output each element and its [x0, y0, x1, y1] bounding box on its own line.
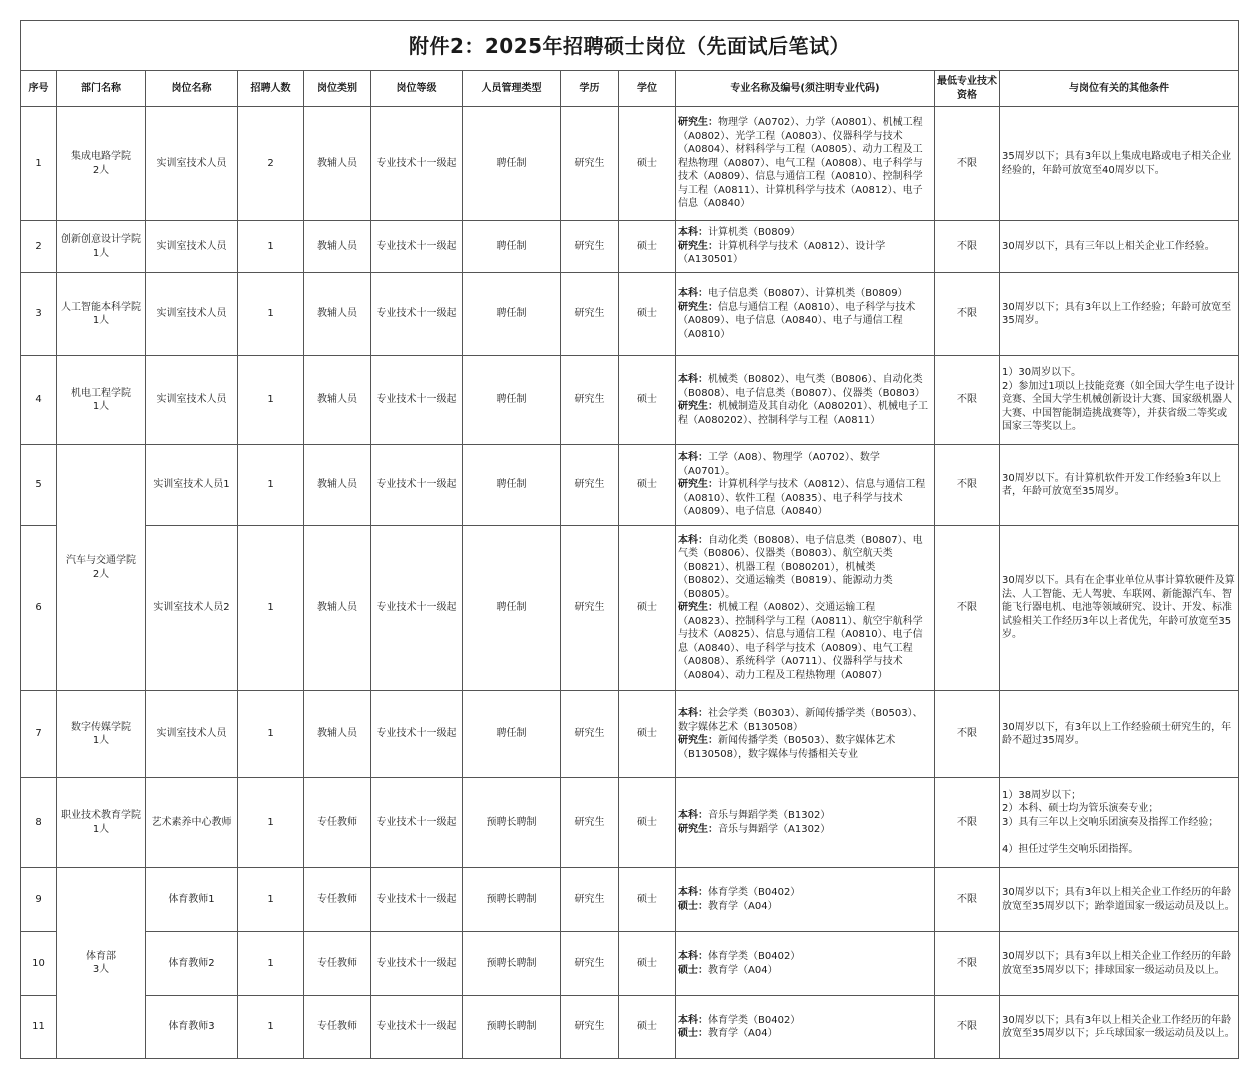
major-label: 硕士： [678, 964, 708, 976]
cell-edu: 研究生 [561, 273, 619, 356]
major-content: 新闻传播学类（B0503）、数字媒体艺术（B130508），数字媒体与传播相关专业 [678, 735, 896, 760]
major-label: 本科： [678, 288, 708, 299]
other-text: 35周岁以下；具有3年以上集成电路或电子相关企业经验的，年龄可放宽至40周岁以下。 [1002, 151, 1232, 176]
major-line [678, 809, 932, 823]
major-content: 音乐与舞蹈学（A1302） [718, 823, 831, 835]
cell-major [676, 778, 935, 868]
cell-post: 实训室技术人员 [146, 273, 238, 356]
cell-dept: 数字传媒学院 1人 [57, 691, 146, 778]
major-line [678, 373, 932, 400]
table-row [21, 356, 1239, 445]
cell-qual: 不限 [935, 932, 1000, 996]
cell-category: 专任教师 [304, 778, 371, 868]
major-label: 研究生： [678, 602, 718, 614]
cell-mgmt: 聘任制 [463, 107, 561, 221]
cell-mgmt: 聘任制 [463, 691, 561, 778]
recruitment-table [20, 20, 1239, 1059]
major-content: 物理学（A0702）、力学（A0801）、机械工程（A0802）、光学工程（A0803）、仪器科学与技术（A0804）、材料科学与工程（A0805）、动力工程及工程热物理（A0807）、电气工程（A0808）、电子科学与技术（A0809）、信息与通信工程（A0810）、控制科学与工程（A0811）、计算机科学与技术（A0812）、电子信息（A0840） [678, 117, 923, 210]
cell-edu: 研究生 [561, 445, 619, 526]
cell-degree: 硕士 [619, 356, 676, 445]
major-text [678, 886, 932, 913]
major-label: 硕士： [678, 900, 708, 912]
cell-dept: 创新创意设计学院 1人 [57, 221, 146, 273]
cell-no: 4 [21, 356, 57, 445]
cell-level: 专业技术十一级起 [371, 273, 463, 356]
major-line [678, 601, 932, 682]
cell-degree: 硕士 [619, 778, 676, 868]
cell-other [1000, 868, 1239, 932]
other-text: 30周岁以下。有计算机软件开发工作经验3年以上者，年龄可放宽至35周岁。 [1002, 472, 1222, 497]
cell-dept: 职业技术教育学院 1人 [57, 778, 146, 868]
major-label: 本科： [678, 810, 708, 821]
other-text: 30周岁以下；具有3年以上相关企业工作经历的年龄放宽至35周岁以下；乒乓球国家一级运动员及以上。 [1002, 1014, 1235, 1039]
major-label: 硕士： [678, 1028, 708, 1039]
cell-post: 实训室技术人员2 [146, 526, 238, 691]
major-text [678, 534, 932, 683]
cell-other [1000, 445, 1239, 526]
cell-dept: 机电工程学院 1人 [57, 356, 146, 445]
major-line [678, 886, 932, 900]
major-label: 研究生： [678, 823, 718, 835]
cell-count: 1 [238, 691, 304, 778]
table-row [21, 221, 1239, 273]
table-row [21, 107, 1239, 221]
major-label: 研究生： [678, 117, 718, 129]
major-line [678, 950, 932, 964]
header-mgmt: 人员管理类型 [463, 71, 561, 107]
major-label: 本科： [678, 887, 708, 898]
cell-no: 2 [21, 221, 57, 273]
header-degree: 学位 [619, 71, 676, 107]
cell-qual: 不限 [935, 691, 1000, 778]
cell-level: 专业技术十一级起 [371, 356, 463, 445]
cell-no: 9 [21, 868, 57, 932]
cell-no: 6 [21, 526, 57, 691]
cell-count: 1 [238, 868, 304, 932]
major-content: 工学（A08）、物理学（A0702）、数学（A0701）。 [678, 452, 880, 477]
other-text: 30周岁以下，具有三年以上相关企业工作经验。 [1002, 240, 1215, 252]
cell-count: 1 [238, 526, 304, 691]
cell-degree: 硕士 [619, 221, 676, 273]
header-row [21, 71, 1239, 107]
cell-post: 体育教师3 [146, 996, 238, 1059]
major-line [678, 823, 932, 837]
cell-major [676, 273, 935, 356]
header-category: 岗位类别 [304, 71, 371, 107]
major-label: 本科： [678, 534, 708, 546]
cell-level: 专业技术十一级起 [371, 107, 463, 221]
major-label: 本科： [678, 374, 708, 385]
cell-level: 专业技术十一级起 [371, 691, 463, 778]
major-text [678, 451, 932, 519]
cell-mgmt: 聘任制 [463, 221, 561, 273]
cell-no: 11 [21, 996, 57, 1059]
cell-major [676, 932, 935, 996]
table-row [21, 445, 1239, 526]
major-label: 本科： [678, 951, 708, 962]
cell-degree: 硕士 [619, 107, 676, 221]
cell-post: 实训室技术人员 [146, 221, 238, 273]
major-label: 研究生： [678, 240, 718, 252]
cell-category: 专任教师 [304, 868, 371, 932]
cell-mgmt: 聘任制 [463, 356, 561, 445]
cell-post: 实训室技术人员 [146, 107, 238, 221]
cell-other [1000, 526, 1239, 691]
major-content: 电子信息类（B0807）、计算机类（B0809） [708, 288, 908, 299]
cell-other [1000, 778, 1239, 868]
cell-level: 专业技术十一级起 [371, 868, 463, 932]
major-content: 计算机科学与技术（A0812）、设计学（A130501） [678, 240, 886, 266]
major-label: 本科： [678, 227, 708, 239]
cell-level: 专业技术十一级起 [371, 221, 463, 273]
cell-degree: 硕士 [619, 526, 676, 691]
cell-other [1000, 273, 1239, 356]
cell-mgmt: 聘任制 [463, 273, 561, 356]
major-line [678, 226, 932, 240]
cell-post: 实训室技术人员1 [146, 445, 238, 526]
table-row [21, 691, 1239, 778]
cell-degree: 硕士 [619, 445, 676, 526]
major-content: 信息与通信工程（A0810）、电子科学与技术（A0809）、电子信息（A0840）、电子与通信工程（A0810） [678, 301, 916, 340]
major-content: 自动化类（B0808）、电子信息类（B0807）、电气类（B0806）、仪器类（B0803）、航空航天类（B0821）、机器工程（B080201），机械类（B0802）、交通运输类（B0819）、能源动力类（B0805）。 [678, 534, 923, 600]
major-line [678, 400, 932, 427]
cell-dept: 汽车与交通学院 2人 [57, 445, 146, 691]
cell-level: 专业技术十一级起 [371, 526, 463, 691]
major-line [678, 116, 932, 211]
header-post: 岗位名称 [146, 71, 238, 107]
cell-category: 教辅人员 [304, 356, 371, 445]
major-content: 计算机科学与技术（A0812）、信息与通信工程（A0810）、软件工程（A0835）、电子科学与技术（A0809）、电子信息（A0840） [678, 479, 926, 518]
cell-post: 体育教师1 [146, 868, 238, 932]
cell-mgmt: 预聘长聘制 [463, 932, 561, 996]
cell-edu: 研究生 [561, 778, 619, 868]
major-line [678, 534, 932, 602]
major-line [678, 1014, 932, 1028]
major-label: 研究生： [678, 735, 718, 746]
cell-other [1000, 932, 1239, 996]
cell-qual: 不限 [935, 107, 1000, 221]
major-line [678, 301, 932, 342]
cell-qual: 不限 [935, 273, 1000, 356]
cell-no: 7 [21, 691, 57, 778]
major-text [678, 116, 932, 211]
header-edu: 学历 [561, 71, 619, 107]
header-no: 序号 [21, 71, 57, 107]
header-major: 专业名称及编号(须注明专业代码) [676, 71, 935, 107]
other-text: 1）38周岁以下； 2）本科、硕士均为管乐演奏专业； 3）具有三年以上交响乐团演奏及指挥工作经验； 4）担任过学生交响乐团指挥。 [1002, 789, 1219, 855]
header-dept: 部门名称 [57, 71, 146, 107]
cell-mgmt: 预聘长聘制 [463, 778, 561, 868]
cell-qual: 不限 [935, 868, 1000, 932]
header-level: 岗位等级 [371, 71, 463, 107]
cell-no: 5 [21, 445, 57, 526]
table-row [21, 526, 1239, 691]
table-row [21, 996, 1239, 1059]
cell-qual: 不限 [935, 778, 1000, 868]
major-text [678, 707, 932, 761]
other-text: 30周岁以下；具有3年以上相关企业工作经历的年龄放宽至35周岁以下；跆拳道国家一级运动员及以上。 [1002, 887, 1235, 912]
cell-edu: 研究生 [561, 107, 619, 221]
cell-level: 专业技术十一级起 [371, 445, 463, 526]
cell-edu: 研究生 [561, 932, 619, 996]
major-line [678, 900, 932, 914]
cell-other [1000, 107, 1239, 221]
cell-degree: 硕士 [619, 932, 676, 996]
cell-degree: 硕士 [619, 868, 676, 932]
major-text [678, 1014, 932, 1041]
cell-no: 10 [21, 932, 57, 996]
cell-category: 教辅人员 [304, 526, 371, 691]
major-line [678, 287, 932, 301]
cell-dept: 人工智能本科学院 1人 [57, 273, 146, 356]
major-content: 体育学类（B0402） [708, 951, 801, 962]
major-content: 社会学类（B0303）、新闻传播学类（B0503）、数字媒体艺术（B130508） [678, 708, 923, 733]
cell-other [1000, 691, 1239, 778]
other-text: 30周岁以下。具有在企事业单位从事计算软硬件及算法、人工智能、无人驾驶、车联网、新能源汽车、智能飞行器电机、电池等领域研究、设计、开发、标准试验相关工作经历3年以上者优先，年龄可放宽至35岁。 [1002, 575, 1235, 641]
cell-dept: 集成电路学院 2人 [57, 107, 146, 221]
major-content: 体育学类（B0402） [708, 1014, 801, 1026]
other-text: 30周岁以下；具有3年以上相关企业工作经历的年龄放宽至35周岁以下；排球国家一级运动员及以上。 [1002, 951, 1232, 976]
major-line [678, 964, 932, 978]
major-text [678, 226, 932, 267]
header-other: 与岗位有关的其他条件 [1000, 71, 1239, 107]
major-text [678, 809, 932, 836]
cell-count: 1 [238, 996, 304, 1059]
major-label: 本科： [678, 1014, 708, 1026]
major-line [678, 240, 932, 267]
cell-mgmt: 预聘长聘制 [463, 996, 561, 1059]
cell-major [676, 691, 935, 778]
cell-qual: 不限 [935, 445, 1000, 526]
page-title: 附件2：2025年招聘硕士岗位（先面试后笔试） [21, 21, 1239, 71]
cell-mgmt: 聘任制 [463, 445, 561, 526]
cell-count: 1 [238, 356, 304, 445]
major-label: 本科： [678, 708, 708, 719]
major-content: 机械工程（A0802）、交通运输工程（A0823）、控制科学与工程（A0811）、航空宇航科学与技术（A0825）、信息与通信工程（A0810）、电子信息（A0840）、电子科学与技术（A0809）、电气工程（A0808）、系统科学（A0711）、仪器科学与技术（A0804）、动力工程及工程热物理（A0807） [678, 602, 923, 681]
table-row [21, 778, 1239, 868]
major-text [678, 287, 932, 341]
cell-qual: 不限 [935, 356, 1000, 445]
cell-category: 教辅人员 [304, 273, 371, 356]
cell-major [676, 996, 935, 1059]
cell-edu: 研究生 [561, 221, 619, 273]
major-content: 体育学类（B0402） [708, 887, 801, 898]
cell-level: 专业技术十一级起 [371, 778, 463, 868]
cell-post: 体育教师2 [146, 932, 238, 996]
cell-edu: 研究生 [561, 356, 619, 445]
cell-post: 实训室技术人员 [146, 691, 238, 778]
other-text: 1）30周岁以下。 2）参加过1项以上技能竞赛（如全国大学生电子设计竞赛、全国大学生机械创新设计大赛、国家级机器人大赛、中国智能制造挑战赛等），并获省级二等奖或国家三等奖以上。 [1002, 367, 1235, 433]
major-line [678, 1027, 932, 1041]
cell-mgmt: 预聘长聘制 [463, 868, 561, 932]
cell-major [676, 526, 935, 691]
cell-no: 1 [21, 107, 57, 221]
cell-no: 8 [21, 778, 57, 868]
cell-qual: 不限 [935, 996, 1000, 1059]
other-text: 30周岁以下；具有3年以上工作经验；年龄可放宽至35周岁。 [1002, 301, 1232, 326]
cell-category: 专任教师 [304, 932, 371, 996]
header-qual: 最低专业技术资格 [935, 71, 1000, 107]
cell-count: 2 [238, 107, 304, 221]
cell-qual: 不限 [935, 526, 1000, 691]
cell-category: 教辅人员 [304, 107, 371, 221]
major-line [678, 734, 932, 761]
major-label: 研究生： [678, 479, 718, 491]
major-content: 机械类（B0802）、电气类（B0806）、自动化类（B0808）、电子信息类（B0807）、仪器类（B0803） [678, 374, 925, 399]
cell-count: 1 [238, 778, 304, 868]
cell-degree: 硕士 [619, 273, 676, 356]
cell-post: 艺术素养中心教师 [146, 778, 238, 868]
cell-category: 专任教师 [304, 996, 371, 1059]
major-label: 研究生： [678, 301, 718, 313]
cell-no: 3 [21, 273, 57, 356]
cell-degree: 硕士 [619, 996, 676, 1059]
table-row [21, 932, 1239, 996]
cell-level: 专业技术十一级起 [371, 932, 463, 996]
major-content: 教育学（A04） [708, 964, 778, 976]
major-content: 教育学（A04） [708, 1028, 778, 1039]
cell-edu: 研究生 [561, 996, 619, 1059]
cell-count: 1 [238, 221, 304, 273]
table-row [21, 868, 1239, 932]
cell-other [1000, 356, 1239, 445]
major-text [678, 373, 932, 427]
title-row [21, 21, 1239, 71]
cell-major [676, 445, 935, 526]
major-content: 计算机类（B0809） [708, 227, 801, 239]
cell-mgmt: 聘任制 [463, 526, 561, 691]
cell-category: 教辅人员 [304, 221, 371, 273]
other-text: 30周岁以下，有3年以上工作经验硕士研究生的，年龄不超过35周岁。 [1002, 721, 1232, 746]
cell-count: 1 [238, 932, 304, 996]
cell-major [676, 107, 935, 221]
major-content: 教育学（A04） [708, 900, 778, 912]
major-line [678, 478, 932, 519]
cell-qual: 不限 [935, 221, 1000, 273]
major-line [678, 451, 932, 478]
cell-edu: 研究生 [561, 526, 619, 691]
cell-dept: 体育部 3人 [57, 868, 146, 1059]
cell-other [1000, 996, 1239, 1059]
cell-major [676, 356, 935, 445]
cell-other [1000, 221, 1239, 273]
cell-major [676, 221, 935, 273]
cell-degree: 硕士 [619, 691, 676, 778]
cell-category: 教辅人员 [304, 691, 371, 778]
cell-count: 1 [238, 273, 304, 356]
header-count: 招聘人数 [238, 71, 304, 107]
cell-level: 专业技术十一级起 [371, 996, 463, 1059]
table-row [21, 273, 1239, 356]
major-content: 机械制造及其自动化（A080201）、机械电子工程（A080202）、控制科学与工程（A0811） [678, 401, 929, 426]
major-label: 本科： [678, 452, 708, 464]
major-line [678, 707, 932, 734]
major-label: 研究生： [678, 401, 718, 412]
major-text [678, 950, 932, 977]
cell-post: 实训室技术人员 [146, 356, 238, 445]
cell-edu: 研究生 [561, 691, 619, 778]
major-content: 音乐与舞蹈学类（B1302） [708, 810, 831, 821]
cell-major [676, 868, 935, 932]
cell-count: 1 [238, 445, 304, 526]
cell-category: 教辅人员 [304, 445, 371, 526]
cell-edu: 研究生 [561, 868, 619, 932]
